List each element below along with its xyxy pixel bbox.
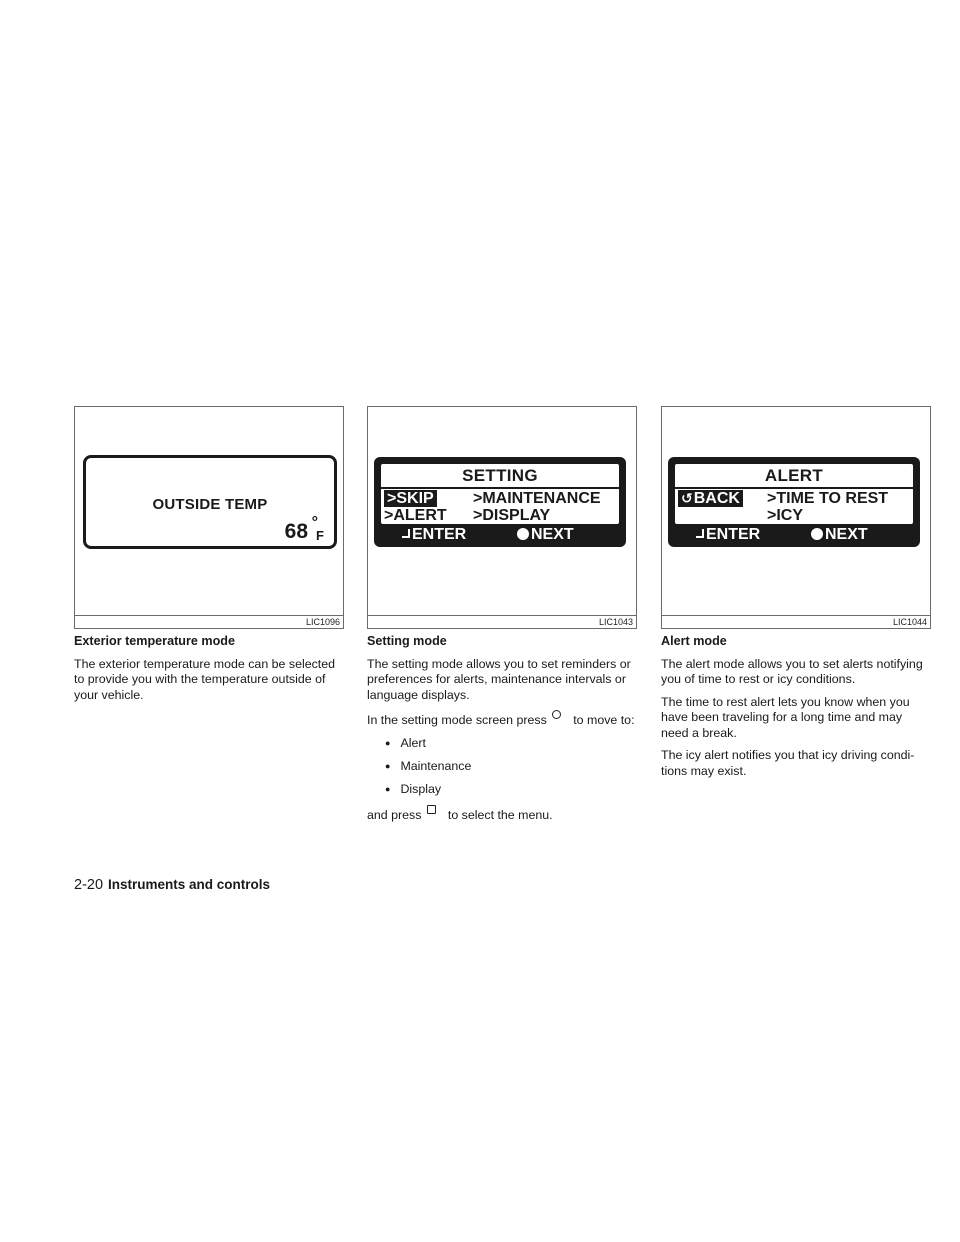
column-exterior-temp: [74, 634, 346, 710]
lcd-screen: [675, 464, 913, 524]
figure-code: LIC1043: [598, 617, 633, 627]
figure-setting-screen: [367, 406, 637, 629]
alert-title: ALERT: [764, 466, 824, 485]
paragraph: The time to rest alert lets you know when you have been traveling for a long time and may need a break.: [661, 694, 910, 740]
paragraph: and press to select the menu.: [367, 805, 639, 824]
back-option-selected: ↺BACK: [678, 490, 743, 507]
setting-title: SETTING: [462, 466, 538, 485]
next-button-icon: [517, 528, 529, 540]
page-footer: [74, 877, 270, 893]
next-hint: NEXT: [811, 526, 868, 544]
paragraph: The icy alert notifies you that icy driving condi-tions may exist.: [661, 748, 915, 778]
enter-hint: ENTER: [696, 526, 760, 544]
section-heading: Alert mode: [661, 634, 727, 648]
back-icon: ↺: [681, 490, 693, 506]
list-item: ● Display: [385, 782, 639, 798]
list-item: ● Alert: [385, 736, 639, 752]
enter-icon: [696, 529, 704, 538]
enter-icon: [402, 529, 410, 538]
temp-value: 68: [284, 520, 308, 543]
section-heading: Setting mode: [367, 634, 447, 648]
time-to-rest-option: >TIME TO REST: [767, 490, 889, 507]
enter-hint: ENTER: [402, 526, 466, 544]
figure-caption-rule: [662, 615, 930, 616]
title-divider: [381, 487, 619, 489]
temp-unit: F: [316, 528, 324, 543]
title-divider: [675, 487, 913, 489]
maintenance-option: >MAINTENANCE: [473, 490, 601, 507]
column-setting-mode: [367, 634, 639, 830]
paragraph: The setting mode allows you to set reminders or preferences for alerts, maintenance intervals or language displays.: [367, 656, 631, 702]
enter-button-icon: [427, 805, 436, 814]
next-hint: NEXT: [517, 526, 574, 544]
page-number: 2-20: [74, 877, 104, 893]
figure-caption-rule: [368, 615, 636, 616]
next-button-icon: [811, 528, 823, 540]
figure-caption-rule: [75, 615, 343, 616]
section-heading: Exterior temperature mode: [74, 634, 235, 648]
alert-option: >ALERT: [384, 507, 447, 524]
temp-display-panel: [83, 455, 337, 549]
figure-code: LIC1096: [305, 617, 340, 627]
menu-options-list: [385, 736, 639, 798]
lcd-screen: [381, 464, 619, 524]
list-item: ● Maintenance: [385, 759, 639, 775]
degree-symbol: °: [311, 514, 318, 531]
outside-temp-label: OUTSIDE TEMP: [152, 496, 268, 513]
setting-lcd-panel: [374, 457, 626, 547]
next-button-icon: [552, 710, 561, 719]
display-option: >DISPLAY: [473, 507, 551, 524]
icy-option: >ICY: [767, 507, 804, 524]
alert-lcd-panel: [668, 457, 920, 547]
figure-outside-temp: [74, 406, 344, 629]
paragraph: The alert mode allows you to set alerts notifying you of time to rest or icy conditions.: [661, 656, 923, 686]
figure-code: LIC1044: [892, 617, 927, 627]
chapter-title: Instruments and controls: [108, 877, 271, 892]
skip-option-selected: >SKIP: [384, 490, 437, 507]
paragraph: The exterior temperature mode can be selected to provide you with the temperature outside of your vehicle.: [74, 656, 336, 702]
column-alert-mode: [661, 634, 933, 786]
figure-alert-screen: [661, 406, 931, 629]
paragraph: In the setting mode screen press to move to:: [367, 710, 639, 729]
